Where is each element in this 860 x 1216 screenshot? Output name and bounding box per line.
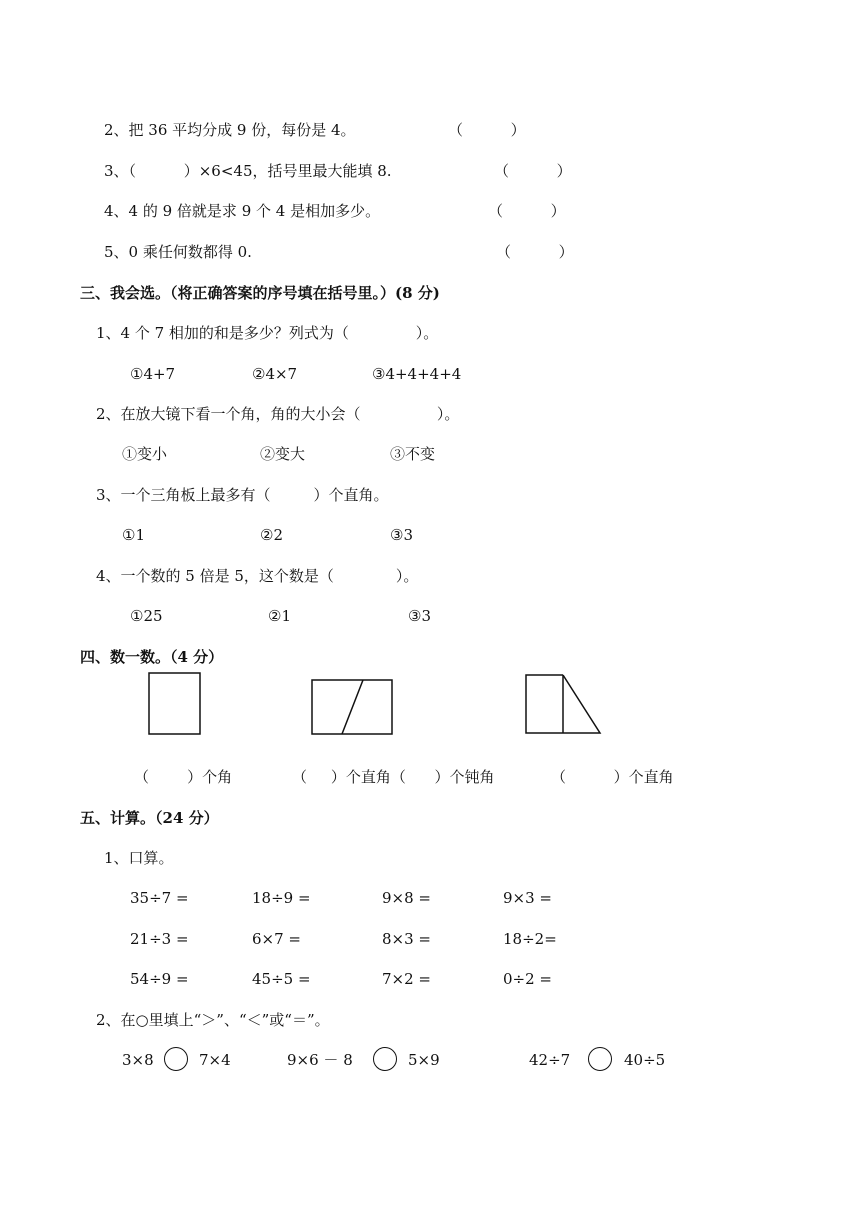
compare-left: 9×6 － 8 [287, 1051, 353, 1069]
oral-calc-heading: 1、口算。 [104, 849, 174, 867]
choice-q3-option-1[interactable]: ①1 [122, 526, 145, 544]
judge-item-3: 3、（ ）×6<45，括号里最大能填 8. [104, 162, 392, 180]
choice-q2-option-3[interactable]: ③不变 [390, 445, 436, 463]
figure-square-with-triangle [523, 672, 605, 736]
choice-q3-option-3[interactable]: ③3 [390, 526, 413, 544]
oral-calc-item[interactable]: 6×7 = [252, 930, 301, 948]
count-answer-1[interactable]: （ ）个角 [134, 768, 233, 786]
compare-circle-blank[interactable] [164, 1047, 188, 1071]
choice-q2-option-2[interactable]: ②变大 [260, 445, 306, 463]
oral-calc-item[interactable]: 54÷9 = [130, 970, 189, 988]
count-answer-3[interactable]: （ ）个直角 [551, 768, 674, 786]
figure-rectangle-slanted-line [309, 677, 397, 737]
judge-item-3-paren[interactable]: （ ） [494, 162, 572, 180]
choice-q4-option-1[interactable]: ①25 [130, 607, 163, 625]
judge-item-5: 5、0 乘任何数都得 0. [104, 243, 252, 261]
judge-item-4: 4、4 的 9 倍就是求 9 个 4 是相加多少。 [104, 202, 381, 220]
oral-calc-item[interactable]: 9×3 = [503, 889, 552, 907]
choice-q2: 2、在放大镜下看一个角，角的大小会（ ）。 [96, 405, 460, 423]
choice-q3: 3、一个三角板上最多有（ ）个直角。 [96, 486, 389, 504]
oral-calc-item[interactable]: 0÷2 = [503, 970, 552, 988]
compare-right: 7×4 [199, 1051, 231, 1069]
oral-calc-item[interactable]: 21÷3 = [130, 930, 189, 948]
compare-left: 3×8 [122, 1051, 154, 1069]
oral-calc-item[interactable]: 18÷2= [503, 930, 557, 948]
section-4-title: 四、数一数。（4 分） [80, 648, 224, 666]
compare-left: 42÷7 [529, 1051, 571, 1069]
choice-q1-option-2[interactable]: ②4×7 [252, 365, 298, 383]
choice-q4-option-3[interactable]: ③3 [408, 607, 431, 625]
oral-calc-item[interactable]: 45÷5 = [252, 970, 311, 988]
choice-q2-option-1[interactable]: ①变小 [122, 445, 168, 463]
judge-item-2: 2、把 36 平均分成 9 份，每份是 4。 [104, 121, 356, 139]
compare-circle-blank[interactable] [373, 1047, 397, 1071]
section-5-title: 五、计算。（24 分） [80, 809, 219, 827]
oral-calc-item[interactable]: 8×3 = [382, 930, 431, 948]
figure-rectangle [146, 670, 206, 738]
judge-item-5-paren[interactable]: （ ） [496, 243, 574, 261]
choice-q1-option-1[interactable]: ①4+7 [130, 365, 176, 383]
oral-calc-item[interactable]: 18÷9 = [252, 889, 311, 907]
compare-heading: 2、在○里填上“＞”、“＜”或“＝”。 [96, 1011, 330, 1029]
oral-calc-item[interactable]: 9×8 = [382, 889, 431, 907]
compare-right: 40÷5 [624, 1051, 666, 1069]
judge-item-2-paren[interactable]: （ ） [448, 121, 526, 139]
compare-circle-blank[interactable] [588, 1047, 612, 1071]
oral-calc-item[interactable]: 7×2 = [382, 970, 431, 988]
section-3-title: 三、我会选。（将正确答案的序号填在括号里。）(8 分) [80, 284, 440, 302]
choice-q3-option-2[interactable]: ②2 [260, 526, 283, 544]
choice-q1-option-3[interactable]: ③4+4+4+4 [372, 365, 462, 383]
judge-item-4-paren[interactable]: （ ） [488, 202, 566, 220]
oral-calc-item[interactable]: 35÷7 = [130, 889, 189, 907]
count-answer-2[interactable]: （ ）个直角（ ）个钝角 [292, 768, 495, 786]
compare-right: 5×9 [408, 1051, 440, 1069]
choice-q4-option-2[interactable]: ②1 [268, 607, 291, 625]
choice-q4: 4、一个数的 5 倍是 5，这个数是（ ）。 [96, 567, 419, 585]
choice-q1: 1、4 个 7 相加的和是多少？列式为（ ）。 [96, 324, 439, 342]
